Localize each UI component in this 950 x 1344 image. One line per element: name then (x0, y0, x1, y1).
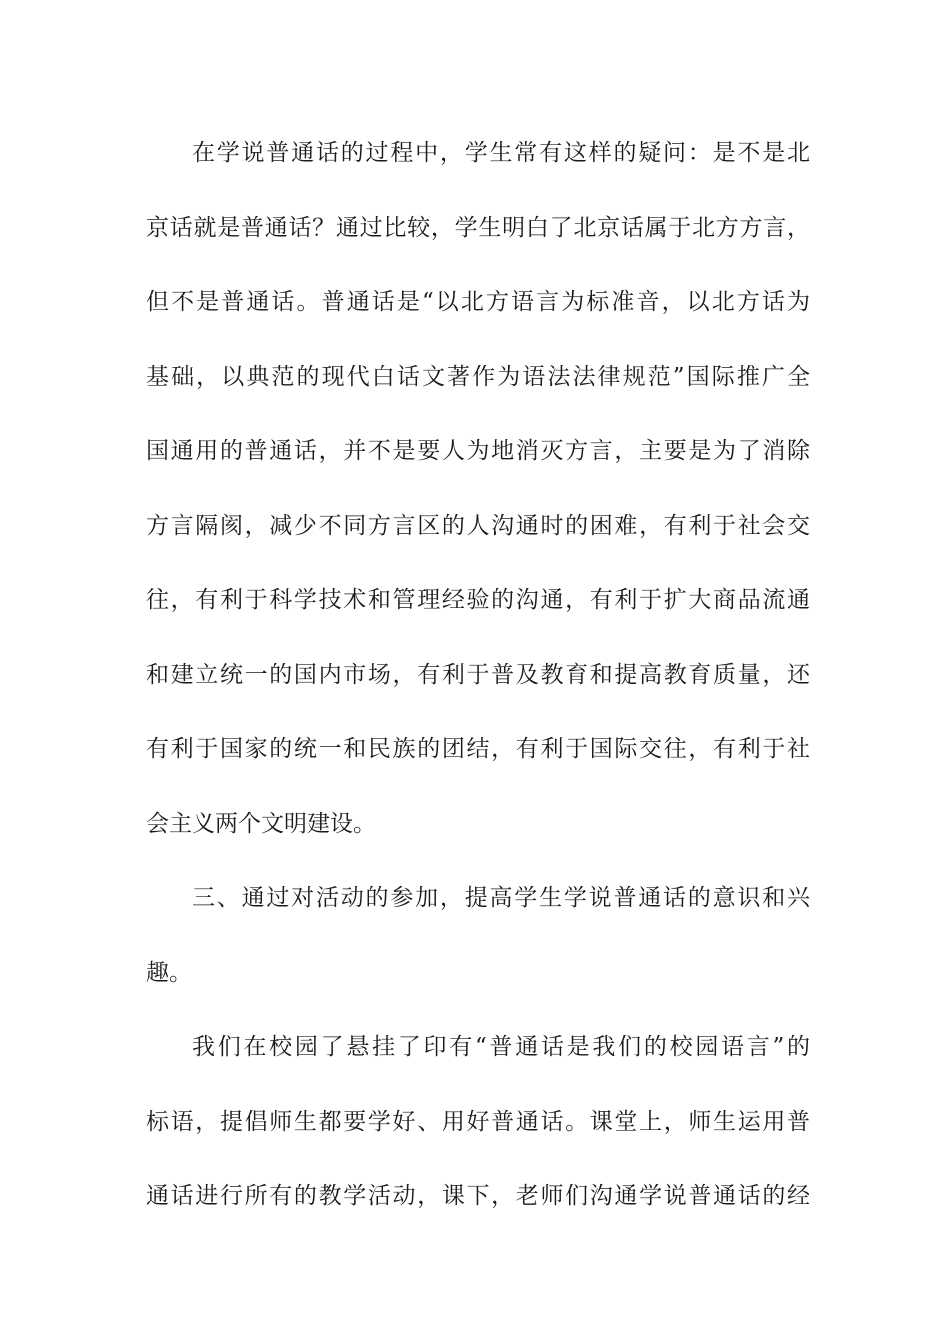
text-line: 方言隔阂，减少不同方言区的人沟通时的困难，有利于社会交 (146, 512, 810, 539)
text-line: 京话就是普通话？通过比较，学生明白了北京话属于北方方言， (146, 214, 810, 241)
text-line: 但不是普通话。普通话是“以北方语言为标准音，以北方话为 (146, 289, 810, 315)
text-line: 往，有利于科学技术和管理经验的沟通，有利于扩大商品流通 (146, 587, 810, 613)
section-heading-continued: 趣。 (146, 959, 192, 986)
text-line: 会主义两个文明建设。 (146, 810, 376, 837)
text-line: 在学说普通话的过程中，学生常有这样的疑问：是不是北 (192, 140, 810, 166)
text-line: 和建立统一的国内市场，有利于普及教育和提高教育质量，还 (146, 661, 810, 688)
section-heading: 三、通过对活动的参加，提高学生学说普通话的意识和兴 (192, 885, 810, 911)
text-line: 我们在校园了悬挂了印有“普通话是我们的校园语言”的 (192, 1034, 810, 1060)
text-line: 国通用的普通话，并不是要人为地消灭方言，主要是为了消除 (146, 438, 810, 464)
text-line: 标语，提倡师生都要学好、用好普通话。课堂上，师生运用普 (146, 1108, 810, 1135)
text-line: 有利于国家的统一和民族的团结，有利于国际交往，有利于社 (146, 736, 810, 762)
text-line: 基础，以典范的现代白话文著作为语法法律规范”国际推广全 (146, 363, 810, 390)
text-line: 通话进行所有的教学活动，课下，老师们沟通学说普通话的经 (146, 1183, 810, 1209)
body-text (146, 129, 810, 1247)
